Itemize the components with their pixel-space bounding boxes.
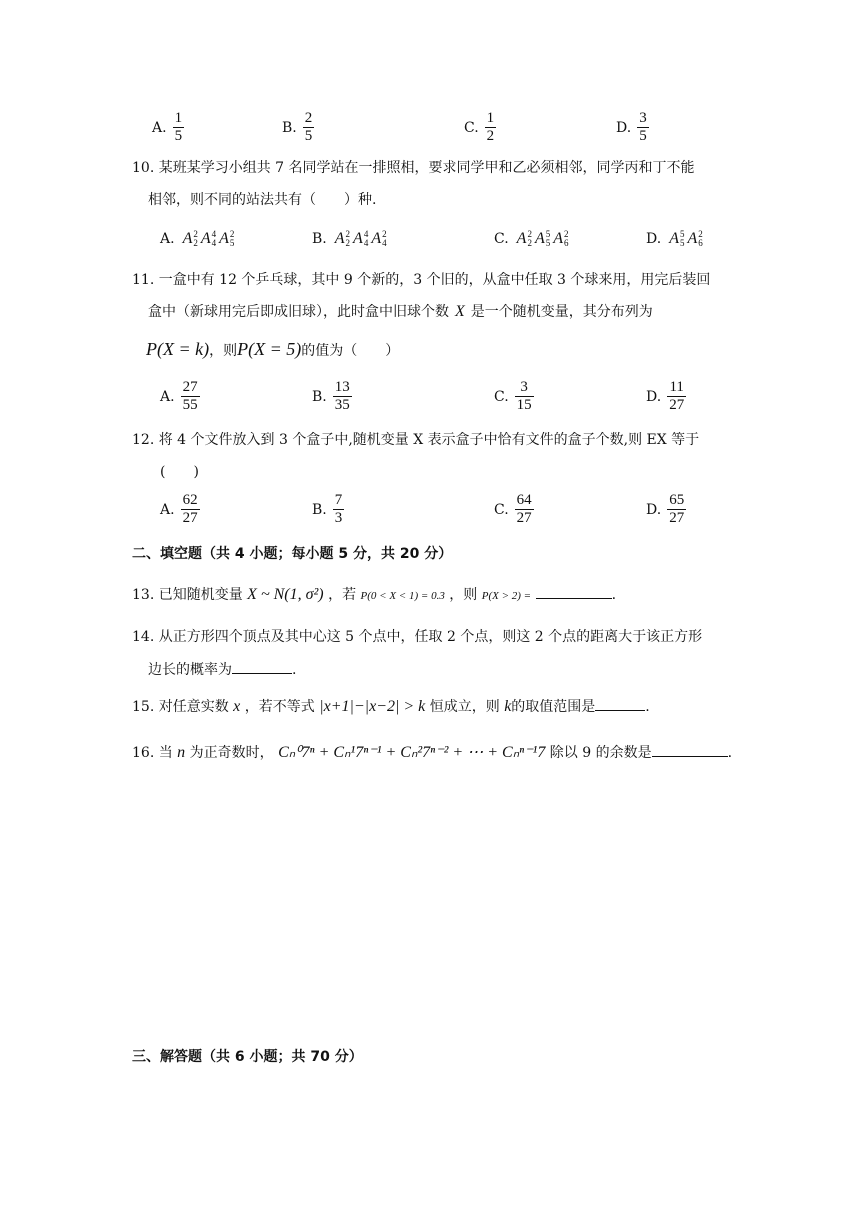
fraction [667, 492, 686, 527]
text: . [611, 587, 617, 603]
fraction [485, 110, 497, 145]
fraction [303, 110, 315, 145]
q11-option-a [160, 379, 200, 414]
inequality-expression: |x+1|−|x−2| > k [319, 698, 426, 715]
q9-option-d [616, 110, 649, 145]
permutation-expression: A 5 5 A 2 6 [669, 229, 703, 248]
option-label: C. [494, 501, 509, 518]
option-label: B. [282, 119, 297, 136]
denominator: 2 [486, 128, 495, 144]
numerator: 27 [182, 379, 198, 395]
numerator: 13 [334, 379, 350, 395]
answer-blank [536, 584, 612, 599]
numerator: 65 [669, 492, 685, 508]
q10-line-2: 相邻，则不同的站法共有（ ）种. [148, 192, 377, 208]
permutation-expression: A 2 2 A 5 5 A 2 6 [516, 229, 569, 248]
q9-option-c [464, 110, 496, 145]
q14-line-1: 14. 从正方形四个顶点及其中心这 5 个点中，任取 2 个点，则这 2 个点的距离大于该正方形 [132, 629, 703, 645]
q16-line [132, 742, 732, 763]
q10-option-c [494, 229, 572, 249]
text: . [645, 699, 650, 715]
q15-line [132, 696, 650, 717]
text: ，则 [209, 343, 238, 359]
numerator: 3 [520, 379, 528, 395]
answer-blank [232, 659, 292, 674]
binomial-sum-expression: Cₙ⁰7ⁿ + Cₙ¹7ⁿ⁻¹ + Cₙ²7ⁿ⁻² + ⋯ + Cₙⁿ⁻¹7 [278, 744, 546, 761]
option-label: A. [160, 231, 175, 247]
fraction [181, 492, 200, 527]
q12-option-b [312, 492, 344, 527]
option-label: B. [312, 231, 327, 247]
expression: P(X = k) [146, 339, 210, 359]
variable-k: k [504, 698, 512, 715]
q12-option-d [646, 492, 686, 527]
text: 是一个随机变量，其分布列为 [470, 304, 653, 320]
denominator: 15 [516, 397, 532, 413]
option-label: C. [464, 119, 479, 136]
option-label: A. [160, 501, 175, 518]
q10-option-b [312, 229, 390, 249]
expression: P(X = 5) [237, 339, 302, 359]
section-heading-solutions: 三、解答题（共 6 小题；共 70 分） [132, 1049, 363, 1065]
variable-x: x [233, 698, 241, 715]
denominator: 27 [182, 510, 198, 526]
text: 15. 对任意实数 [132, 699, 229, 715]
text: 盒中（新球用完后即成旧球），此时盒中旧球个数 [148, 304, 449, 320]
text: ，若 [328, 587, 357, 603]
numerator: 1 [486, 110, 495, 126]
numerator: 1 [174, 110, 183, 126]
fraction [181, 379, 200, 414]
option-label: D. [646, 231, 662, 247]
q14-line-2 [148, 659, 296, 680]
option-label: B. [312, 501, 327, 518]
fraction [333, 379, 352, 414]
text: 13. 已知随机变量 [132, 587, 243, 603]
q10-option-a [160, 229, 237, 249]
denominator: 5 [639, 128, 647, 144]
q10-option-d [646, 229, 706, 249]
q11-option-d [646, 379, 686, 414]
variable-x: X [455, 303, 465, 320]
denominator: 3 [334, 510, 343, 526]
q11-line-1: 11. 一盒中有 12 个乒乓球，其中 9 个新的，3 个旧的，从盒中任取 3 个球来用，用完后装回 [132, 272, 711, 288]
q11-option-c [494, 379, 534, 414]
numerator: 7 [334, 492, 343, 508]
text: 为正奇数时， [189, 745, 274, 761]
fraction [333, 492, 345, 527]
numerator: 62 [182, 492, 198, 508]
permutation-expression: A 2 2 A 4 4 A 2 4 [334, 229, 387, 248]
fraction [173, 110, 185, 145]
q11-line-3 [146, 339, 399, 361]
option-label: C. [494, 231, 509, 247]
text: . [727, 745, 733, 761]
q10-line-1: 10. 某班某学习小组共 7 名同学站在一排照相，要求同学甲和乙必须相邻，同学丙和丁不能 [132, 160, 695, 176]
text: 恒成立，则 [429, 699, 500, 715]
q9-option-b [282, 110, 314, 145]
q12-option-a [160, 492, 200, 527]
option-label: D. [616, 119, 632, 136]
fraction [637, 110, 649, 145]
q11-line-2 [148, 302, 653, 322]
fraction [667, 379, 686, 414]
numerator: 64 [516, 492, 532, 508]
denominator: 27 [669, 510, 685, 526]
q12-line-1: 12. 将 4 个文件放入到 3 个盒子中,随机变量 X 表示盒子中恰有文件的盒子个数,则 EX 等于 [132, 432, 700, 448]
q12-line-2: ( ) [160, 464, 199, 480]
fraction [515, 492, 534, 527]
numerator: 2 [304, 110, 313, 126]
permutation-expression: A 2 2 A 4 4 A 2 5 [182, 229, 235, 248]
text: 边长的概率为 [148, 662, 232, 678]
option-label: C. [494, 388, 509, 405]
distribution-expression: X ~ N(1, σ²) [247, 586, 324, 603]
answer-blank [652, 742, 728, 757]
option-label: D. [646, 388, 662, 405]
answer-blank [595, 696, 645, 711]
q11-option-b [312, 379, 352, 414]
denominator: 5 [304, 128, 313, 144]
variable-n: n [177, 744, 186, 761]
fraction [515, 379, 534, 414]
ask-expression: P(X > 2) = [481, 590, 532, 602]
denominator: 27 [516, 510, 532, 526]
text: ，若不等式 [244, 699, 315, 715]
option-label: B. [312, 388, 327, 405]
denominator: 5 [174, 128, 183, 144]
option-label: A. [152, 119, 167, 136]
denominator: 55 [182, 397, 198, 413]
text: 16. 当 [132, 745, 173, 761]
q12-option-c [494, 492, 534, 527]
denominator: 35 [334, 397, 350, 413]
text: . [292, 662, 297, 678]
q9-option-a [152, 110, 184, 145]
text: ，则 [449, 587, 478, 603]
numerator: 3 [639, 110, 647, 126]
denominator: 27 [669, 397, 685, 413]
option-label: A. [160, 388, 175, 405]
text: 的取值范围是 [511, 699, 596, 715]
text: 的值为（ ） [301, 343, 400, 359]
section-heading-fill-in: 二、填空题（共 4 小题；每小题 5 分，共 20 分） [132, 546, 453, 562]
numerator: 11 [669, 379, 684, 395]
text: 除以 9 的余数是 [549, 745, 652, 761]
option-label: D. [646, 501, 662, 518]
condition-expression: P(0 < X < 1) = 0.3 [360, 590, 445, 602]
q13-line [132, 584, 616, 606]
